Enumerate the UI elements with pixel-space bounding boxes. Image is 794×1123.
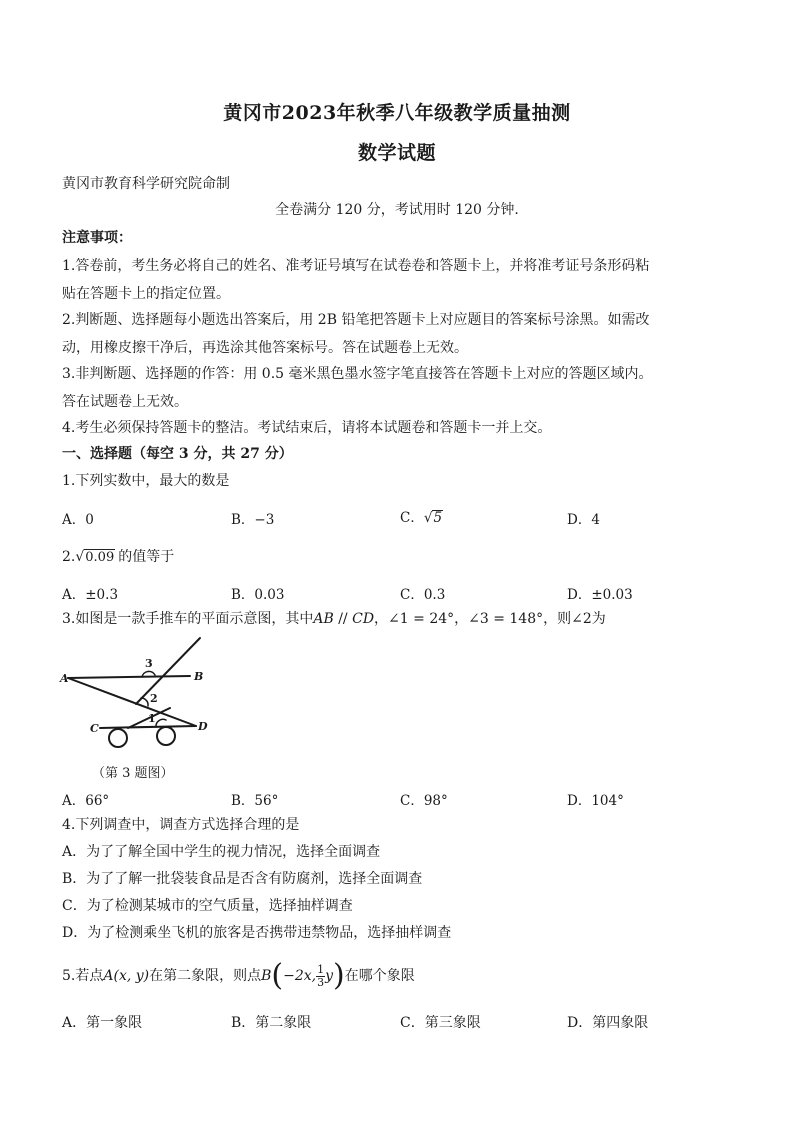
q2-stem-suffix: 的值等于 [118,549,175,565]
q3-stem-angles: ，∠1 = 24°，∠3 = 148°，则∠2为 [374,611,606,627]
q2-option-b: B．0.03 [231,587,285,603]
notice-item-2-line-1: 2.判断题、选择题每小题选出答案后，用 2B 铅笔把答题卡上对应题目的答案标号涂黑。如需改 [62,312,650,328]
label-d: D [198,720,208,733]
q3-segment-cd: CD [352,611,375,627]
q2-option-a: A．±0.3 [62,587,119,603]
notice-item-3-line-2: 答在试题卷上无效。 [62,394,188,410]
q3-cart-diagram [58,628,228,753]
label-a: A [60,672,69,685]
q2-number: 2. [62,549,76,565]
line-handle [136,638,200,704]
line-cd [100,726,196,728]
q1-option-a: A．0 [62,512,94,528]
sqrt-symbol: √ [423,510,433,526]
q1-option-c-prefix: C． [400,510,424,526]
q3-stem-prefix: 3.如图是一款手推车的平面示意图，其中 [62,611,314,627]
sqrt-symbol: √ [75,549,85,565]
q5-option-a: A．第一象限 [62,1015,143,1031]
q4-option-c: C．为了检测某城市的空气质量，选择抽样调查 [62,898,353,914]
q3-stem [62,609,606,629]
q3-option-d: D．104° [567,793,624,809]
notice-heading: 注意事项： [62,230,132,246]
right-wheel [157,727,175,745]
exam-info: 全卷满分 120 分，考试用时 120 分钟. [275,202,519,218]
q3-figure-caption: （第 3 题图） [92,766,174,781]
q3-parallel-symbol: // [333,611,353,627]
notice-item-1-line-2: 贴在答题卡上的指定位置。 [62,286,230,302]
fraction-one-third [316,964,325,989]
q2-option-d: D．±0.03 [567,587,633,603]
notice-item-1-line-1: 1.答卷前，考生务必将自己的姓名、准考证号填写在试卷卷和答题卡上，并将准考证号条形码粘 [62,258,650,274]
label-c: C [90,722,99,735]
q2-option-c: C．0.3 [400,587,446,603]
q1-option-b: B．−3 [231,512,275,528]
q1-stem: 1.下列实数中，最大的数是 [62,473,230,489]
line-ad [68,678,196,726]
section-heading: 一、选择题（每空 3 分，共 27 分） [62,446,293,462]
q4-option-a: A．为了了解全国中学生的视力情况，选择全面调查 [62,844,381,860]
q3-option-b: B．56° [231,793,279,809]
fraction-denominator: 3 [317,975,325,989]
notice-item-4: 4.考生必须保持答题卡的整洁。考试结束后，请将本试题卷和答题卡一并上交。 [62,420,552,436]
q5-option-b: B．第二象限 [231,1015,312,1031]
q5-coord-b-y: y [325,968,334,984]
q4-option-b: B．为了了解一批袋装食品是否含有防腐剂，选择全面调查 [62,871,423,887]
q5-coords-a: (x, y) [113,968,150,984]
q5-option-c: C．第三象限 [400,1015,481,1031]
right-paren: ) [333,958,345,993]
q5-stem-mid: 在第二象限，则点 [149,968,262,984]
q5-stem-suffix: 在哪个象限 [344,968,415,984]
notice-item-2-line-2: 动，用橡皮擦干净后，再选涂其他答案标号。答在试题卷上无效。 [62,340,468,356]
left-paren: ( [271,958,284,993]
q5-stem-prefix: 5.若点 [62,968,104,984]
q4-stem: 4.下列调查中，调查方式选择合理的是 [62,817,300,833]
q1-option-c-radicand: 5 [433,510,443,526]
q2-stem [62,547,174,567]
label-1: 1 [148,712,156,725]
left-wheel [109,729,127,747]
q3-option-c: C．98° [400,793,448,809]
label-b: B [194,670,204,683]
label-3: 3 [145,657,153,670]
fraction-numerator: 1 [317,962,325,976]
q3-option-a: A．66° [62,793,110,809]
q5-point-a: A [103,968,114,984]
q5-stem [62,958,415,993]
label-2: 2 [150,692,158,705]
q4-option-d: D．为了检测乘坐飞机的旅客是否携带违禁物品，选择抽样调查 [62,925,452,941]
exam-title: 黄冈市2023年秋季八年级教学质量抽测 [223,102,571,124]
q3-segment-ab: AB [313,611,334,627]
q1-option-c [400,506,443,526]
q5-coord-b-x: −2x, [283,968,317,984]
q5-option-d: D．第四象限 [567,1015,649,1031]
notice-item-3-line-1: 3.非判断题、选择题的作答：用 0.5 毫米黑色墨水签字笔直接答在答题卡上对应的答题区域内。 [62,366,653,382]
q5-point-b: B [261,968,272,984]
q2-radicand: 0.09 [85,550,115,565]
exam-author: 黄冈市教育科学研究院命制 [62,176,230,192]
q1-option-d: D．4 [567,512,600,528]
line-ab [68,676,190,678]
exam-subtitle: 数学试题 [357,142,436,164]
